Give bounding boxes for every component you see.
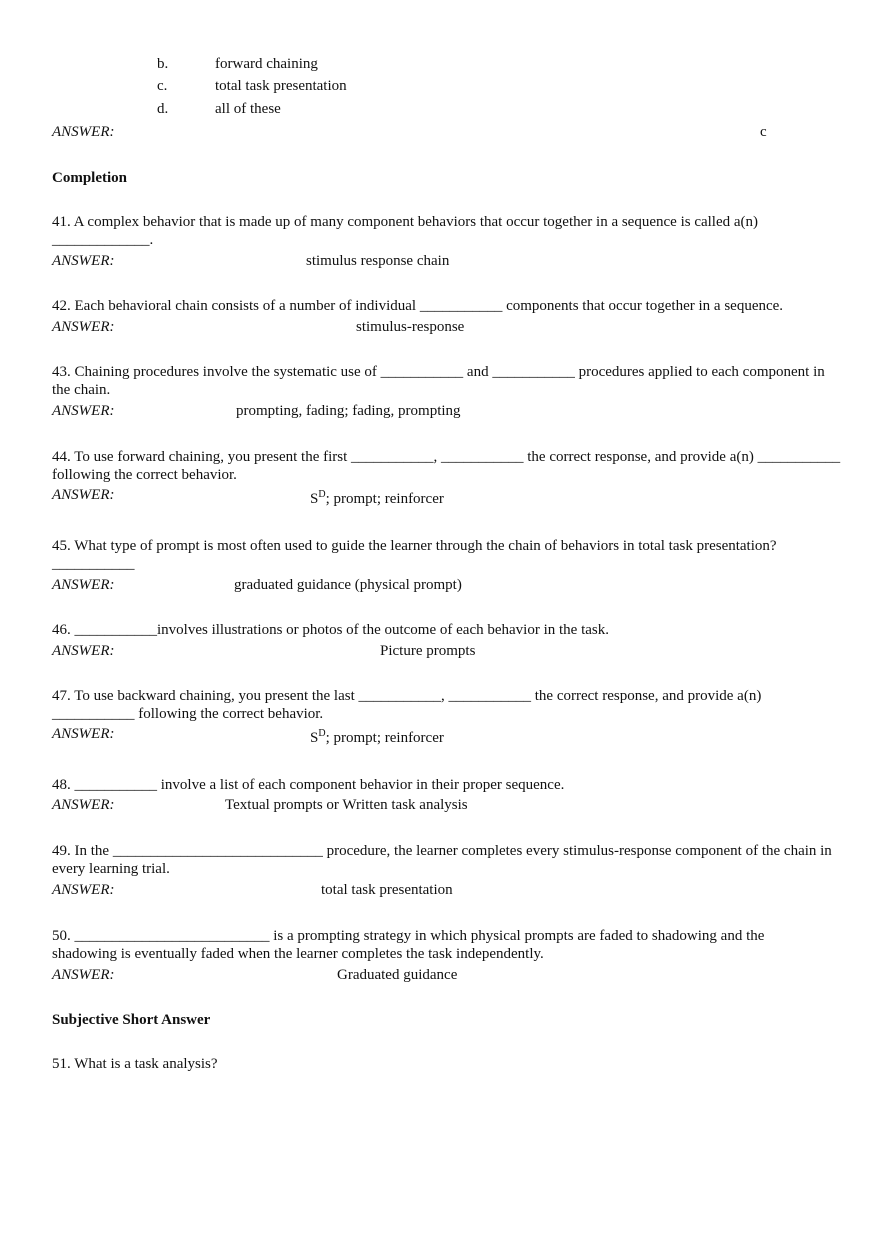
answer-value: stimulus response chain <box>306 253 450 269</box>
answer-label: ANSWER: <box>52 882 115 898</box>
answer-superscript: D <box>318 728 326 739</box>
answer-base: S <box>310 730 319 746</box>
answer-superscript: D <box>318 489 326 500</box>
question-text: 51. What is a task analysis? <box>52 1056 218 1072</box>
answer-label: ANSWER: <box>52 124 115 140</box>
answer-value <box>310 729 444 747</box>
option-text: all of these <box>215 101 281 117</box>
answer-label: ANSWER: <box>52 967 115 983</box>
answer-base: S <box>310 491 319 507</box>
question-text: 46. ___________involves illustrations or photos of the outcome of each behavior in the task. <box>52 622 609 638</box>
question-text: 41. A complex behavior that is made up of many component behaviors that occur together in a sequence is called a(n) _____________. <box>52 214 759 248</box>
section-heading-completion: Completion <box>52 170 127 186</box>
question-text: 48. ___________ involve a list of each component behavior in their proper sequence. <box>52 777 565 793</box>
answer-value <box>310 490 444 508</box>
answer-value: graduated guidance (physical prompt) <box>234 577 462 593</box>
answer-label: ANSWER: <box>52 643 115 659</box>
section-heading-subjective: Subjective Short Answer <box>52 1012 211 1028</box>
answer-rest: ; prompt; reinforcer <box>325 730 444 746</box>
option-letter: d. <box>157 101 169 117</box>
answer-label: ANSWER: <box>52 487 115 503</box>
option-letter: c. <box>157 78 168 94</box>
answer-label: ANSWER: <box>52 726 115 742</box>
option-text: forward chaining <box>215 56 318 72</box>
answer-label: ANSWER: <box>52 797 115 813</box>
answer-label: ANSWER: <box>52 319 115 335</box>
answer-label: ANSWER: <box>52 577 115 593</box>
question-text: 42. Each behavioral chain consists of a number of individual ___________ components that occur together in a sequence. <box>52 298 784 314</box>
answer-value: stimulus-response <box>356 319 465 335</box>
question-text: 45. What type of prompt is most often used to guide the learner through the chain of behaviors in total task presentation? ___________ <box>52 538 777 572</box>
answer-value: total task presentation <box>321 882 453 898</box>
question-text: 44. To use forward chaining, you present the first ___________, ___________ the correct response, and provide a(n) ___________ following the correct behavior. <box>52 449 841 483</box>
question-text: 49. In the ____________________________ procedure, the learner completes every stimulus-response component of the chain in every learning trial. <box>52 843 832 877</box>
question-text: 47. To use backward chaining, you present the last ___________, ___________ the correct response, and provide a(n) ___________ following the correct behavior. <box>52 688 762 722</box>
answer-label: ANSWER: <box>52 253 115 269</box>
answer-rest: ; prompt; reinforcer <box>325 491 444 507</box>
answer-value: Picture prompts <box>380 643 476 659</box>
answer-value: prompting, fading; fading, prompting <box>236 403 461 419</box>
answer-value: Textual prompts or Written task analysis <box>225 797 468 813</box>
answer-value: Graduated guidance <box>337 967 458 983</box>
answer-value: c <box>760 124 767 140</box>
option-letter: b. <box>157 56 169 72</box>
question-text: 50. __________________________ is a prompting strategy in which physical prompts are faded to shadowing and the shadowing is eventually faded when the learner completes the task independently. <box>52 928 765 962</box>
option-text: total task presentation <box>215 78 347 94</box>
question-text: 43. Chaining procedures involve the systematic use of ___________ and ___________ procedures applied to each component in the chain. <box>52 364 825 398</box>
answer-label: ANSWER: <box>52 403 115 419</box>
